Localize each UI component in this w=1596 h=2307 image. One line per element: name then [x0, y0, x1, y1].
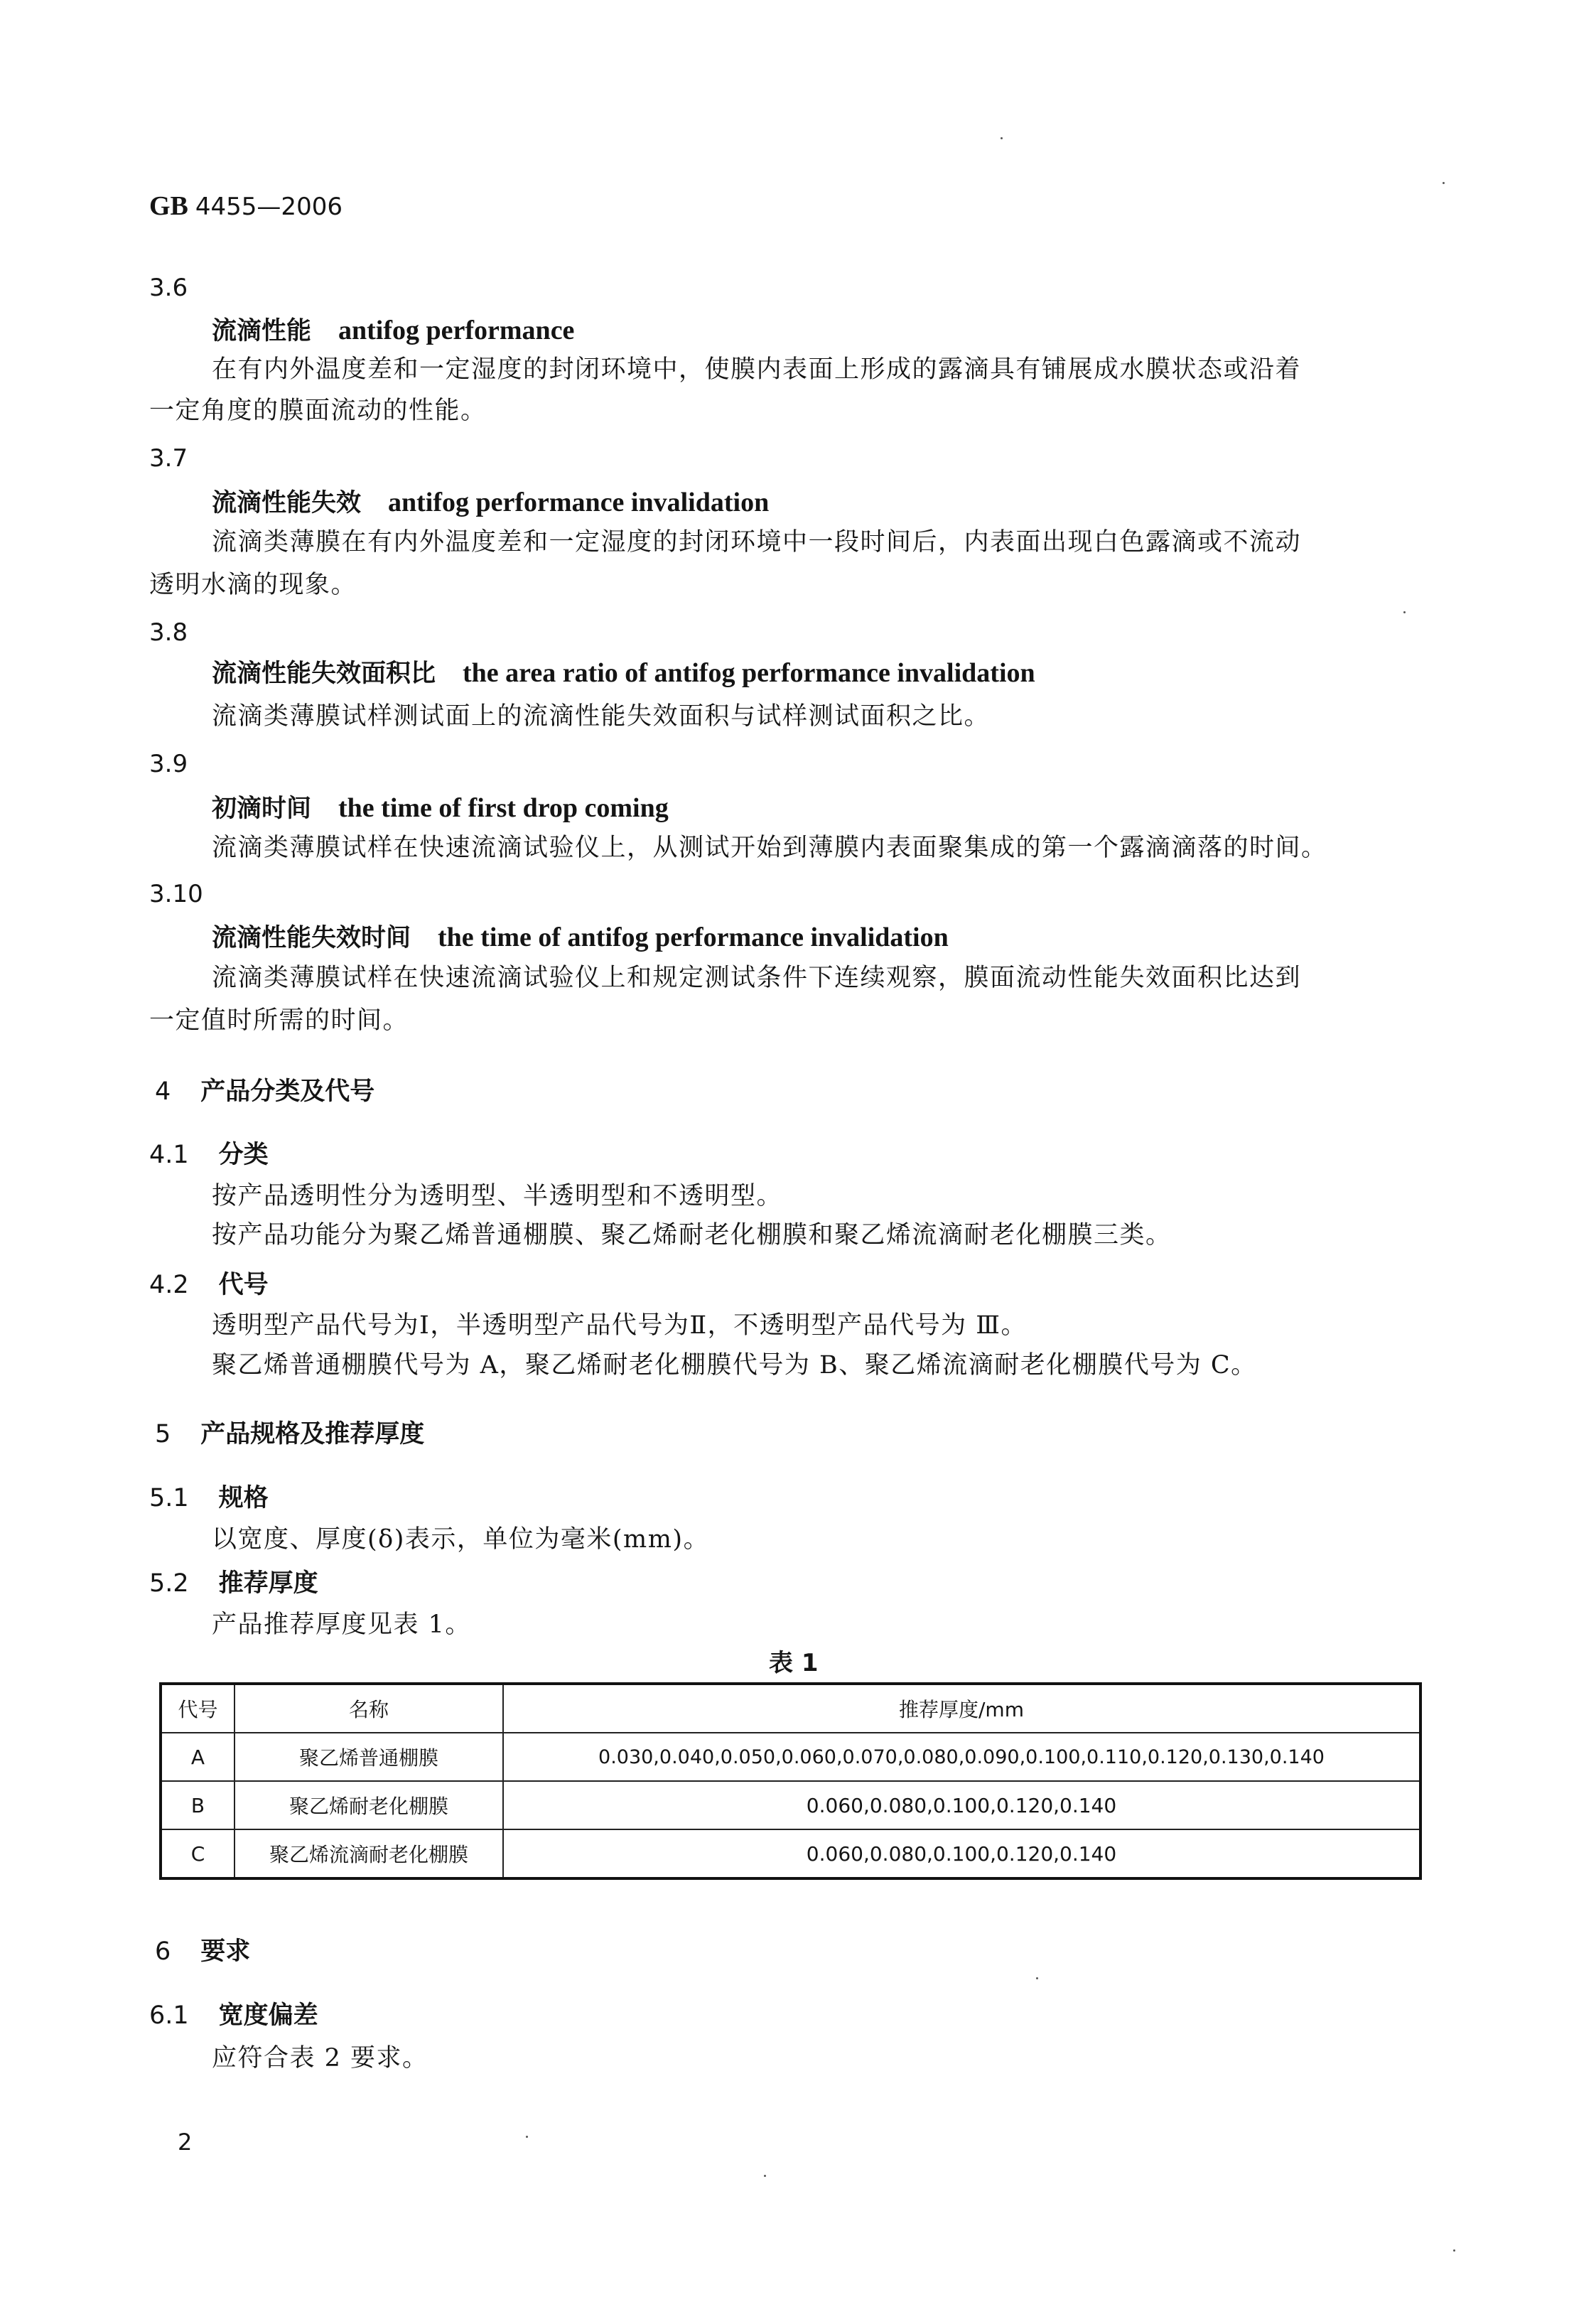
definition-line: 在有内外温度差和一定湿度的封闭环境中，使膜内表面上形成的露滴具有铺展成水膜状态或沿着 [212, 355, 1302, 384]
body-line: 聚乙烯普通棚膜代号为 A，聚乙烯耐老化棚膜代号为 B、聚乙烯流滴耐老化棚膜代号为 C。 [212, 1351, 1257, 1380]
term-en: antifog performance invalidation [388, 488, 770, 517]
section-heading: 6 要求 [155, 1937, 251, 1966]
term-en: the time of antifog performance invalidation [438, 923, 949, 952]
standard-number: 4455—2006 [195, 193, 343, 221]
clause-number: 3.7 [149, 444, 188, 473]
body-line: 按产品功能分为聚乙烯普通棚膜、聚乙烯耐老化棚膜和聚乙烯流滴耐老化棚膜三类。 [212, 1221, 1172, 1249]
term-en: antifog performance [338, 316, 575, 345]
table-row [161, 1733, 1420, 1781]
thickness-cell: 0.060,0.080,0.100,0.120,0.140 [503, 1829, 1420, 1878]
term-en: the time of first drop coming [338, 793, 669, 823]
table-row [161, 1829, 1420, 1878]
definition-line: 一定值时所需的时间。 [149, 1006, 409, 1035]
subsection-heading: 5.1 规格 [149, 1484, 269, 1512]
table-row [161, 1781, 1420, 1829]
section-heading: 5 产品规格及推荐厚度 [155, 1420, 425, 1448]
scan-speck [764, 2175, 766, 2177]
clause-number: 3.10 [149, 880, 203, 908]
column-header: 代号 [161, 1684, 234, 1733]
definition-line: 流滴类薄膜试样在快速流滴试验仪上，从测试开始到薄膜内表面聚集成的第一个露滴滴落的时间。 [212, 834, 1327, 862]
term-heading [212, 918, 949, 954]
definition-line: 流滴类薄膜试样在快速流滴试验仪上和规定测试条件下连续观察，膜面流动性能失效面积比达到 [212, 964, 1302, 992]
body-line: 以宽度、厚度(δ)表示，单位为毫米(mm)。 [212, 1525, 710, 1554]
scan-speck [1453, 2249, 1455, 2252]
clause-number: 3.8 [149, 618, 188, 647]
body-line: 按产品透明性分为透明型、半透明型和不透明型。 [212, 1182, 783, 1210]
thickness-cell: 0.060,0.080,0.100,0.120,0.140 [503, 1781, 1420, 1829]
thickness-cell: 0.030,0.040,0.050,0.060,0.070,0.080,0.090,0.100,0.110,0.120,0.130,0.140 [503, 1733, 1420, 1781]
clause-number: 3.6 [149, 274, 188, 302]
body-line: 透明型产品代号为Ⅰ，半透明型产品代号为Ⅱ，不透明型产品代号为 Ⅲ。 [212, 1311, 1027, 1340]
code-cell: A [161, 1733, 234, 1781]
subsection-heading: 6.1 宽度偏差 [149, 2001, 318, 2030]
definition-line: 流滴类薄膜试样测试面上的流滴性能失效面积与试样测试面积之比。 [212, 702, 991, 731]
scan-speck [1443, 182, 1445, 184]
subsection-heading: 4.1 分类 [149, 1141, 269, 1169]
column-header: 名称 [234, 1684, 503, 1733]
term-zh: 流滴性能失效 [212, 489, 362, 517]
scan-speck [1036, 1977, 1038, 1979]
body-line: 应符合表 2 要求。 [212, 2044, 428, 2072]
term-zh: 流滴性能失效面积比 [212, 660, 436, 688]
page-number: 2 [178, 2129, 193, 2156]
scan-speck [526, 2136, 528, 2138]
definition-line: 一定角度的膜面流动的性能。 [149, 397, 487, 425]
subsection-heading: 5.2 推荐厚度 [149, 1569, 318, 1598]
column-header: 推荐厚度/mm [503, 1684, 1420, 1733]
body-line: 产品推荐厚度见表 1。 [212, 1610, 471, 1639]
table-1 [159, 1682, 1422, 1880]
term-heading [212, 311, 574, 347]
term-heading [212, 654, 1035, 689]
definition-line: 流滴类薄膜在有内外温度差和一定湿度的封闭环境中一段时间后，内表面出现白色露滴或不流动 [212, 528, 1302, 556]
term-zh: 流滴性能失效时间 [212, 924, 411, 952]
subsection-heading: 4.2 代号 [149, 1271, 269, 1299]
clause-number: 3.9 [149, 750, 188, 778]
term-zh: 流滴性能 [212, 317, 312, 345]
code-cell: B [161, 1781, 234, 1829]
name-cell: 聚乙烯流滴耐老化棚膜 [234, 1829, 503, 1878]
term-zh: 初滴时间 [212, 795, 312, 823]
term-heading [212, 789, 669, 824]
section-heading: 4 产品分类及代号 [155, 1077, 375, 1106]
standard-code: GB [149, 191, 188, 221]
table-caption: 表 1 [769, 1649, 819, 1677]
scan-speck [1001, 137, 1003, 139]
table-header-row [161, 1684, 1420, 1733]
term-heading [212, 483, 769, 519]
document-header [149, 190, 343, 222]
definition-line: 透明水滴的现象。 [149, 571, 357, 599]
name-cell: 聚乙烯普通棚膜 [234, 1733, 503, 1781]
name-cell: 聚乙烯耐老化棚膜 [234, 1781, 503, 1829]
scan-speck [1403, 611, 1406, 613]
term-en: the area ratio of antifog performance invalidation [463, 658, 1035, 688]
code-cell: C [161, 1829, 234, 1878]
